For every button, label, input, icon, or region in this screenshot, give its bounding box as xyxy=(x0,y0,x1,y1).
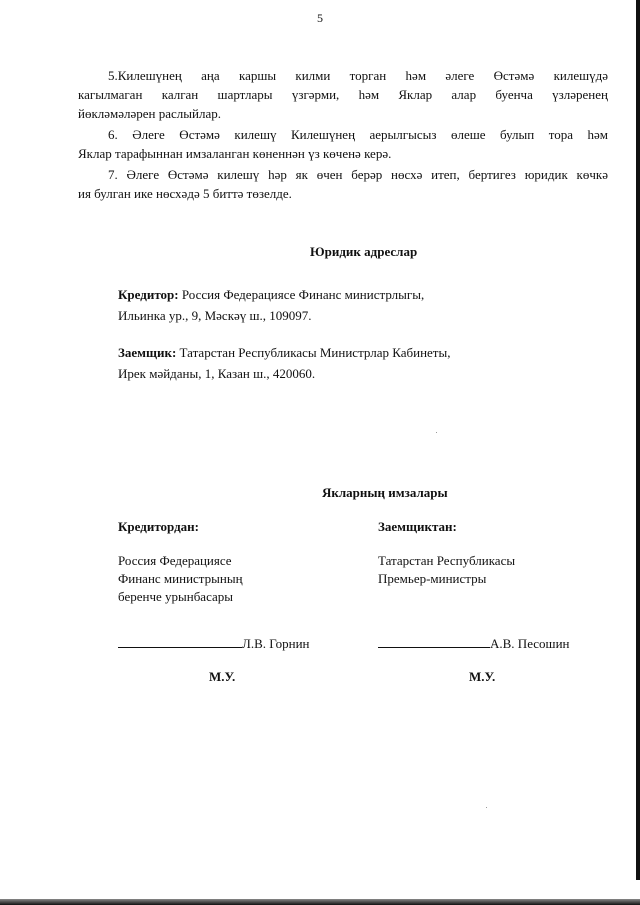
creditor-seal-place: М.У. xyxy=(209,669,236,684)
creditor-name: Россия Федерациясе Финанс министрлыгы, xyxy=(178,287,425,302)
scan-speck xyxy=(486,807,487,808)
paragraph-line: 5.Килешүнең аңа каршы килми торган һәм әлеге Өстәмә килешүдә xyxy=(108,68,608,83)
paragraph-line: йөкләмәләрен раслыйлар. xyxy=(78,106,221,121)
paragraph-6 xyxy=(78,125,608,163)
signatures-heading: Якларның имзалары xyxy=(322,485,448,500)
scan-edge-bottom xyxy=(0,899,640,905)
paragraph-5 xyxy=(78,66,608,123)
creditor-signature-title: Кредитордан: xyxy=(118,519,199,534)
borrower-signature-line xyxy=(378,635,570,652)
creditor-signatory-name: Л.В. Горнин xyxy=(242,636,310,651)
paragraph-7 xyxy=(78,165,608,203)
position-line: беренче урынбасары xyxy=(118,589,234,604)
position-line: Татарстан Республикасы xyxy=(378,553,516,568)
borrower-signature-title: Заемщиктан: xyxy=(378,519,457,534)
signature-blank xyxy=(118,635,242,648)
legal-addresses-heading: Юридик адреслар xyxy=(310,244,418,259)
paragraph-line: 6. Әлеге Өстәмә килешү Килешүнең аерылгысыз өлеше булып тора һәм xyxy=(108,127,608,142)
position-line: Премьер-министры xyxy=(378,571,487,586)
paragraph-line: 7. Әлеге Өстәмә килешү һәр як өчен берәр нөсхә итеп, бертигез юридик көчкә xyxy=(108,167,608,182)
page-number: 5 xyxy=(317,11,323,25)
borrower-name: Татарстан Республикасы Министрлар Кабинеты, xyxy=(176,345,451,360)
creditor-signature-line xyxy=(118,635,309,652)
position-line: Финанс министрының xyxy=(118,571,243,586)
paragraph-line: Яклар тарафыннан имзаланган көненнән үз көченә керә. xyxy=(78,146,392,161)
borrower-label: Заемщик: xyxy=(118,345,177,360)
borrower-seal-place: М.У. xyxy=(469,669,496,684)
scan-speck xyxy=(436,432,437,433)
borrower-address xyxy=(118,342,450,384)
creditor-label: Кредитор: xyxy=(118,287,179,302)
borrower-signatory-name: А.В. Песошин xyxy=(490,636,570,651)
scan-edge-right xyxy=(636,0,640,880)
creditor-street: Ильинка ур., 9, Мәскәү ш., 109097. xyxy=(118,308,312,323)
paragraph-line: кагылмаган калган шартлары үзгәрми, һәм Яклар алар буенча үзләренең xyxy=(78,87,608,102)
creditor-signatory-position xyxy=(118,552,243,606)
position-line: Россия Федерациясе xyxy=(118,553,232,568)
signature-blank xyxy=(378,635,490,648)
creditor-address xyxy=(118,284,424,326)
paragraph-line: ия булган ике нөсхәдә 5 биттә төзелде. xyxy=(78,186,292,201)
borrower-street: Ирек мәйданы, 1, Казан ш., 420060. xyxy=(118,366,316,381)
borrower-signatory-position xyxy=(378,552,515,588)
